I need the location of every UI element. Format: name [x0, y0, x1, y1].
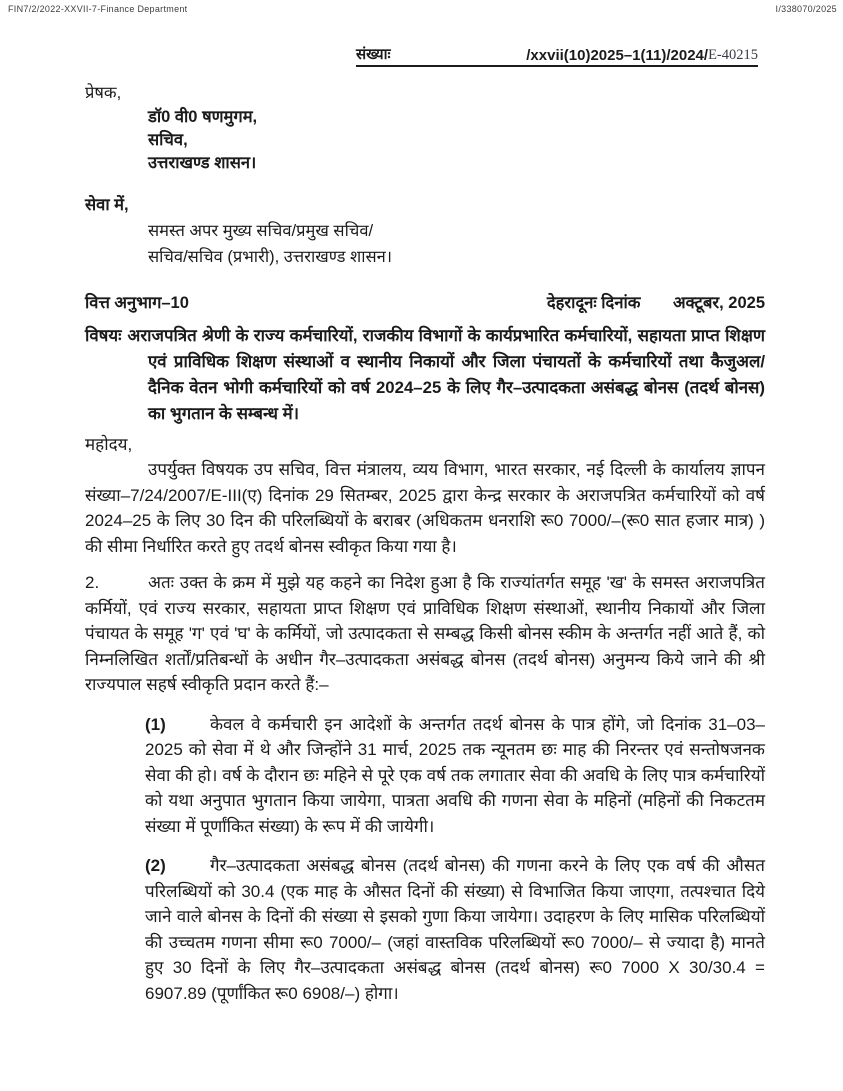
subject-label: विषयः — [85, 326, 122, 345]
clause-2-text: गैर–उत्पादकता असंबद्ध बोनस (तदर्थ बोनस) की गणना करने के लिए एक वर्ष की औसत परिलब्धियों को 30.4 (एक माह के औसत दिनों की संख्या) से विभाजित किया जाएगा, तत्पश्चात दिये जाने वाले बोनस के दिनों की संख्या से इसको गुणा किया जायेगा। उदाहरण के लिए मासिक परिलब्धियों की उच्चतम गणना सीमा रू0 7000/– (जहां वास्तविक परिलब्धियों रू0 7000/– से ज्यादा है) मानते हुए 30 दिनों के लिए गैर–उत्पादकता असंबद्ध बोनस (तदर्थ बोनस) रू0 7000 X 30/30.4 = 6907.89 (पूर्णांकित रू0 6908/–) होगा। — [145, 856, 765, 1003]
clause-2 — [145, 853, 765, 1006]
recipient-block — [148, 219, 765, 270]
salutation: महोदय, — [85, 435, 133, 454]
document-id: I/338070/2025 — [775, 4, 837, 14]
clauses-list — [145, 712, 765, 1007]
file-reference: FIN7/2/2022-XXVII-7-Finance Department — [8, 4, 188, 14]
clause-1 — [145, 712, 765, 840]
recipient-label: सेवा में, — [85, 196, 129, 214]
clause-1-number: (1) — [145, 714, 166, 734]
corner-header — [8, 4, 837, 14]
clause-2-number: (2) — [145, 856, 166, 875]
sender-organization: उत्तराखण्ड शासन। — [148, 154, 257, 172]
body-paragraph-2 — [85, 570, 765, 698]
reference-suffix-stamp: E-40215 — [708, 47, 758, 63]
sender-label: प्रेषक, — [85, 84, 122, 102]
finance-section-label: वित्त अनुभाग–10 — [85, 294, 189, 312]
place-label: देहरादूनः दिनांक — [546, 294, 641, 312]
reference-number: /xxvii(10)2025–1(11)/2024/ — [526, 47, 709, 64]
subject-text: अराजपत्रित श्रेणी के राज्य कर्मचारियों, राजकीय विभागों के कार्यप्रभारित कर्मचारियों, सहायता प्राप्त शिक्षण एवं प्राविधिक शिक्षण संस्थाओं व स्थानीय निकायों और जिला पंचायतों के कर्मचारियों तथा कैजुअल/दैनिक वेतन भोगी कर्मचारियों को वर्ष 2024–25 के लिए गैर–उत्पादकता असंबद्ध बोनस (तदर्थ बोनस) का भुगतान के सम्बन्ध में। — [127, 326, 765, 423]
paragraph-2-text: अतः उक्त के क्रम में मुझे यह कहने का निदेश हुआ है कि राज्यांतर्गत समूह 'ख' के समस्त अराजपत्रित कर्मियों, एवं राज्य सरकार, सहायता प्राप्त शिक्षण एवं प्राविधिक शिक्षण संस्थाओं, स्थानीय निकायों और जिला पंचायत के समूह 'ग' एवं 'घ' के कर्मियों, जो उत्पादकता से सम्बद्ध किसी बोनस स्कीम के अन्तर्गत नहीं आते हैं, को निम्नलिखित शर्तों/प्रतिबन्धों के अधीन गैर–उत्पादकता असंबद्ध बोनस (तदर्थ बोनस) अनुमन्य किये जाने की श्री राज्यपाल सहर्ष स्वीकृति प्रदान करते हैं:– — [85, 573, 765, 694]
paragraph-2-number: 2. — [85, 573, 100, 592]
body-paragraph-1: उपर्युक्त विषयक उप सचिव, वित्त मंत्रालय, व्यय विभाग, भारत सरकार, नई दिल्ली के कार्यालय ज्ञापन संख्या–7/24/2007/E-III(ए) दिनांक 29 सितम्बर, 2025 द्वारा केन्द्र सरकार के अराजपत्रित कर्मचारियों को वर्ष 2024–25 के लिए 30 दिन की परिलब्धियों के बराबर (अधिकतम धनराशि रू0 7000/–(रू0 सात हजार मात्र) ) की सीमा निर्धारित करते हुए तदर्थ बोनस स्वीकृत किया गया है। — [85, 460, 765, 556]
reference-number-line — [356, 44, 758, 67]
reference-label: संख्याः — [356, 46, 391, 63]
sender-block — [148, 106, 765, 175]
sender-designation: सचिव, — [148, 131, 188, 149]
section-date-row — [85, 290, 765, 313]
recipient-line-1: समस्त अपर मुख्य सचिव/प्रमुख सचिव/ — [148, 222, 374, 240]
letter-date: अक्टूबर, 2025 — [673, 294, 765, 312]
recipient-line-2: सचिव/सचिव (प्रभारी), उत्तराखण्ड शासन। — [148, 247, 393, 266]
place-date-group — [547, 290, 765, 313]
sender-name: डॉ0 वी0 षणमुगम, — [148, 108, 258, 126]
subject-block — [85, 323, 765, 427]
clause-1-text: केवल वे कर्मचारी इन आदेशों के अन्तर्गत तदर्थ बोनस के पात्र होंगे, जो दिनांक 31–03–2025 को सेवा में थे और जिन्होंने 31 मार्च, 2025 तक न्यूनतम छः माह की निरन्तर एवं सन्तोषजनक सेवा की हो। वर्ष के दौरान छः महिने से पूरे एक वर्ष तक लगातार सेवा की अवधि के लिए पात्र कर्मचारियों को यथा अनुपात भुगतान किया जायेगा, पात्रता अवधि की गणना सेवा के महिनों (महिनों की निकटतम संख्या में पूर्णांकित संख्या) के रूप में की जायेगी। — [145, 714, 765, 836]
